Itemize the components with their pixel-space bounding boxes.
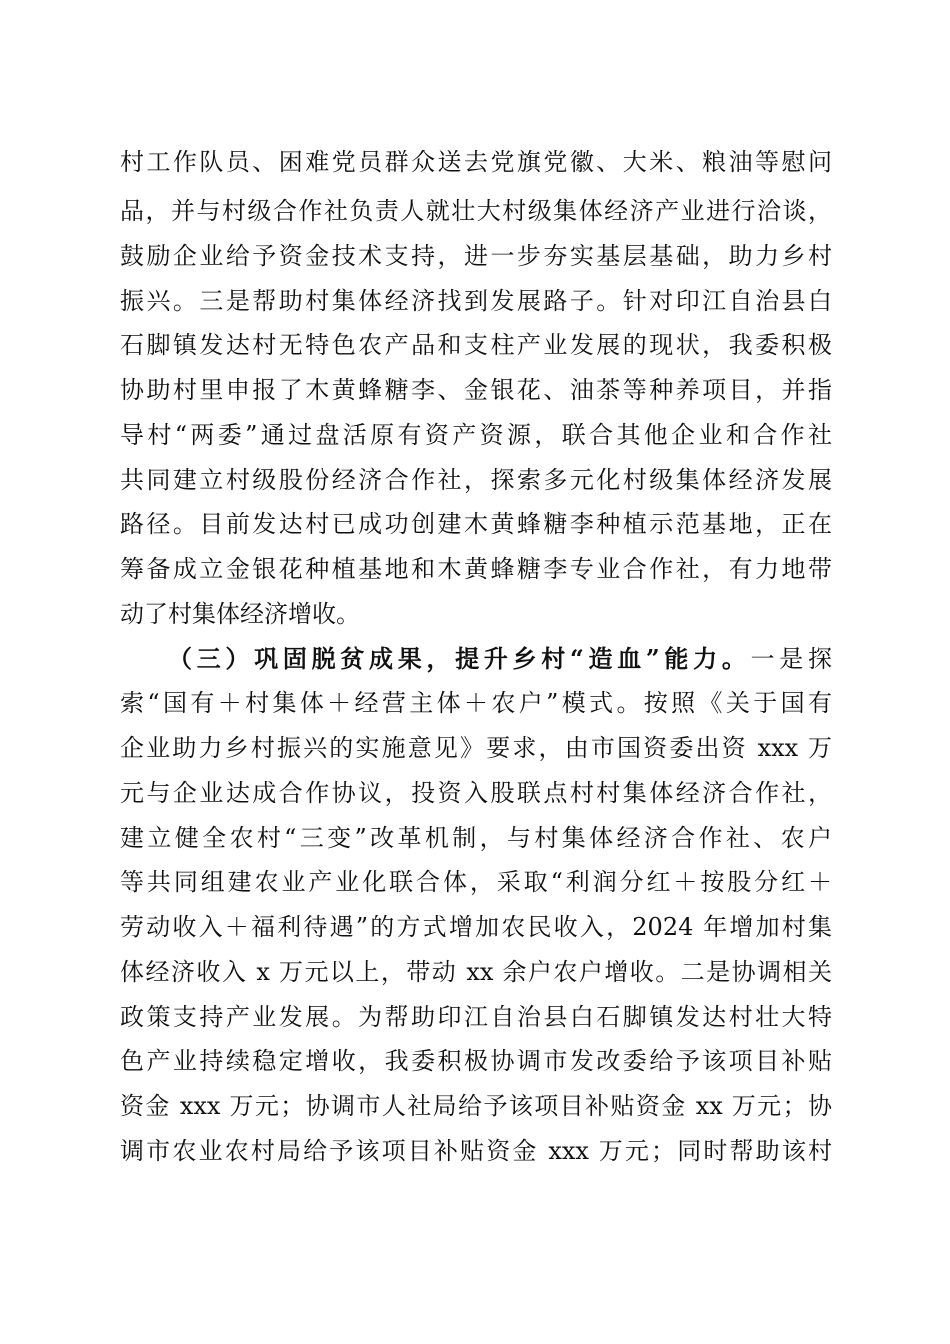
section-heading-continuation: 一是探 [750, 645, 832, 673]
paragraph-line: 鼓励企业给予资金技术支持，进一步夯实基层基础，助力乡村 [120, 242, 832, 270]
paragraph-line: 建立健全农村“三变”改革机制，与村集体经济合作社、农户 [120, 824, 832, 852]
section-heading: （三）巩固脱贫成果，提升乡村“造血”能力。 [168, 644, 751, 673]
paragraph-line: 色产业持续稳定增收，我委积极协调市发改委给予该项目补贴 [120, 1047, 832, 1075]
paragraph-line: 导村“两委”通过盘活原有资产资源，联合其他企业和合作社 [120, 421, 832, 449]
paragraph-line: 索“国有＋村集体＋经营主体＋农户”模式。按照《关于国有 [120, 689, 832, 717]
paragraph-line: 村工作队员、困难党员群众送去党旗党徽、大米、粮油等慰问 [120, 148, 832, 176]
paragraph-line: 政策支持产业发展。为帮助印江自治县白石脚镇发达村壮大特 [120, 1003, 832, 1031]
section-heading-line [168, 639, 832, 679]
paragraph-line: 筹备成立金银花种植基地和木黄蜂糖李专业合作社，有力地带 [120, 555, 832, 583]
paragraph-line: 体经济收入 x 万元以上，带动 xx 余户农户增收。二是协调相关 [120, 958, 832, 986]
paragraph-line: 元与企业达成合作协议，投资入股联点村村集体经济合作社， [120, 779, 832, 807]
paragraph-line: 共同建立村级股份经济合作社，探索多元化村级集体经济发展 [120, 466, 832, 494]
paragraph-line: 品，并与村级合作社负责人就壮大村级集体经济产业进行洽谈， [120, 197, 832, 225]
paragraph-line: 调市农业农村局给予该项目补贴资金 xxx 万元；同时帮助该村 [120, 1137, 832, 1165]
paragraph-line: 企业助力乡村振兴的实施意见》要求，由市国资委出资 xxx 万 [120, 734, 832, 762]
paragraph-line: 石脚镇发达村无特色农产品和支柱产业发展的现状，我委积极 [120, 331, 832, 359]
paragraph-line: 振兴。三是帮助村集体经济找到发展路子。针对印江自治县白 [120, 287, 832, 315]
paragraph-line: 劳动收入＋福利待遇”的方式增加农民收入，2024 年增加村集 [120, 913, 832, 941]
paragraph-line: 协助村里申报了木黄蜂糖李、金银花、油茶等种养项目，并指 [120, 376, 832, 404]
paragraph-line: 资金 xxx 万元；协调市人社局给予该项目补贴资金 xx 万元；协 [120, 1092, 832, 1120]
paragraph-line: 等共同组建农业产业化联合体，采取“利润分红＋按股分红＋ [120, 868, 832, 896]
paragraph-line: 路径。目前发达村已成功创建木黄蜂糖李种植示范基地，正在 [120, 510, 832, 538]
paragraph-line: 动了村集体经济增收。 [120, 600, 360, 628]
